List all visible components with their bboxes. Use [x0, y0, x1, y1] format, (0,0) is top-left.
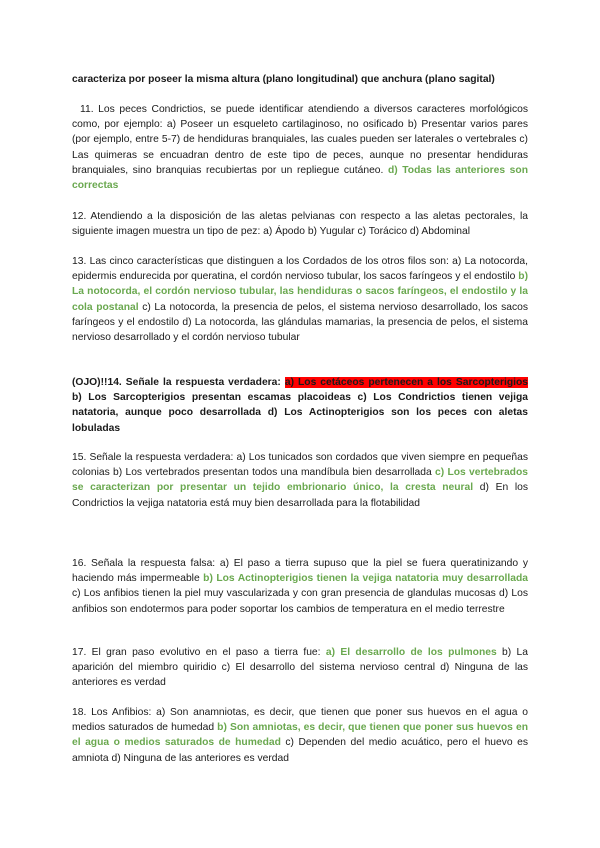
q11-text: 11. Los peces Condrictios, se puede identificar atendiendo a diversos caracteres morfológicos como, por ejemplo: a) Poseer un esqueleto cartilaginoso, no osificado b) Presentar varios pares (por ejemplo, entre 5-7) de hendiduras branquiales, las cuales pueden ser laterales o vertebrales c) Las quimeras se encuadran dentro de este tipo de peces, aunque no presentar hendiduras branquiales, sino branquias recubiertas por un repliegue cutáneo. — [72, 104, 528, 176]
q16-answer: b) Los Actinopterigios tienen la vejiga natatoria muy desarrollada — [203, 573, 528, 585]
question-14 — [72, 375, 528, 436]
question-15 — [72, 450, 528, 511]
q14-pre: (OJO)!!14. Señale la respuesta verdadera: — [72, 377, 281, 388]
q13-answer: b) La notocorda, el cordón nervioso tubular, las hendiduras o sacos faríngeos, el endostilo y la cola postanal — [72, 271, 528, 313]
q15-answer: c) Los vertebrados se caracterizan por presentar un tejido embrionario único, la cresta neural — [72, 467, 528, 494]
q17-post: b) La aparición del miembro quiridio c) El desarrollo del sistema nervioso central d) Ninguna de las anteriores es verdad — [72, 647, 528, 689]
q14-highlighted-option: a) Los cetáceos pertenecen a los Sarcopterigios — [284, 377, 528, 388]
q13-post: c) La notocorda, la presencia de pelos, el sistema nervioso desarrollado, los sacos faríngeos y el endostilo d) La notocorda, las glándulas mamarias, la presencia de pelos, el sistema nervioso desarrollado y el cordón nervioso tubular — [72, 301, 528, 344]
question-10-tail — [72, 72, 528, 87]
question-18 — [72, 705, 528, 766]
q16-pre: 16. Señala la respuesta falsa: a) El paso a tierra supuso que la piel se fuera queratinizando y haciendo más impermeable — [72, 558, 528, 585]
q17-answer: a) El desarrollo de los pulmones — [325, 647, 497, 658]
question-12 — [72, 209, 528, 239]
question-11 — [72, 102, 528, 193]
q14-post: b) Los Sarcopterigios presentan escamas placoideas c) Los Condrictios tienen vejiga natatoria, aunque poco desarrollada d) Los Actinopterigios son los peces con aletas lobuladas — [72, 392, 528, 434]
question-17 — [72, 645, 528, 691]
q15-pre: 15. Señale la respuesta verdadera: a) Los tunicados son cordados que viven siempre en pequeñas colonias b) Los vertebrados presentan todos una mandíbula bien desarrollada — [72, 452, 528, 479]
q18-post: c) Dependen del medio acuático, pero el huevo es amniota d) Ninguna de las anteriores es verdad — [72, 737, 528, 764]
q12-text: 12. Atendiendo a la disposición de las aletas pelvianas con respecto a las aletas pectorales, la siguiente imagen muestra un tipo de pez: a) Ápodo b) Yugular c) Torácico d) Abdominal — [72, 211, 528, 238]
question-16 — [72, 556, 528, 617]
q11-answer: d) Todas las anteriores son correctas — [72, 164, 528, 192]
q18-answer: b) Son amniotas, es decir, que tienen que poner sus huevos en el agua o medios saturados de humedad — [72, 722, 529, 749]
q15-post: d) En los Condrictios la vejiga natatoria está muy bien desarrollada para la flotabilidad — [72, 482, 528, 509]
q18-pre: 18. Los Anfibios: a) Son anamniotas, es decir, que tienen que poner sus huevos en el agua o medios saturados de humedad — [72, 707, 528, 734]
q10-tail-text: caracteriza por poseer la misma altura (plano longitudinal) que anchura (plano sagital) — [72, 74, 495, 85]
q17-pre: 17. El gran paso evolutivo en el paso a tierra fue: — [72, 647, 321, 658]
q16-post: c) Los anfibios tienen la piel muy vascularizada y con gran presencia de glandulas mucosas d) Los anfibios son endotermos para poder soportar los cambios de temperatura en el medio terrestre — [72, 588, 528, 615]
question-13 — [72, 254, 528, 345]
q13-pre: 13. Las cinco características que distinguen a los Cordados de los otros filos son: a) La notocorda, epidermis endurecida por queratina, el cordón nervioso tubular, los sacos faríngeos y el endostilo — [72, 256, 528, 283]
